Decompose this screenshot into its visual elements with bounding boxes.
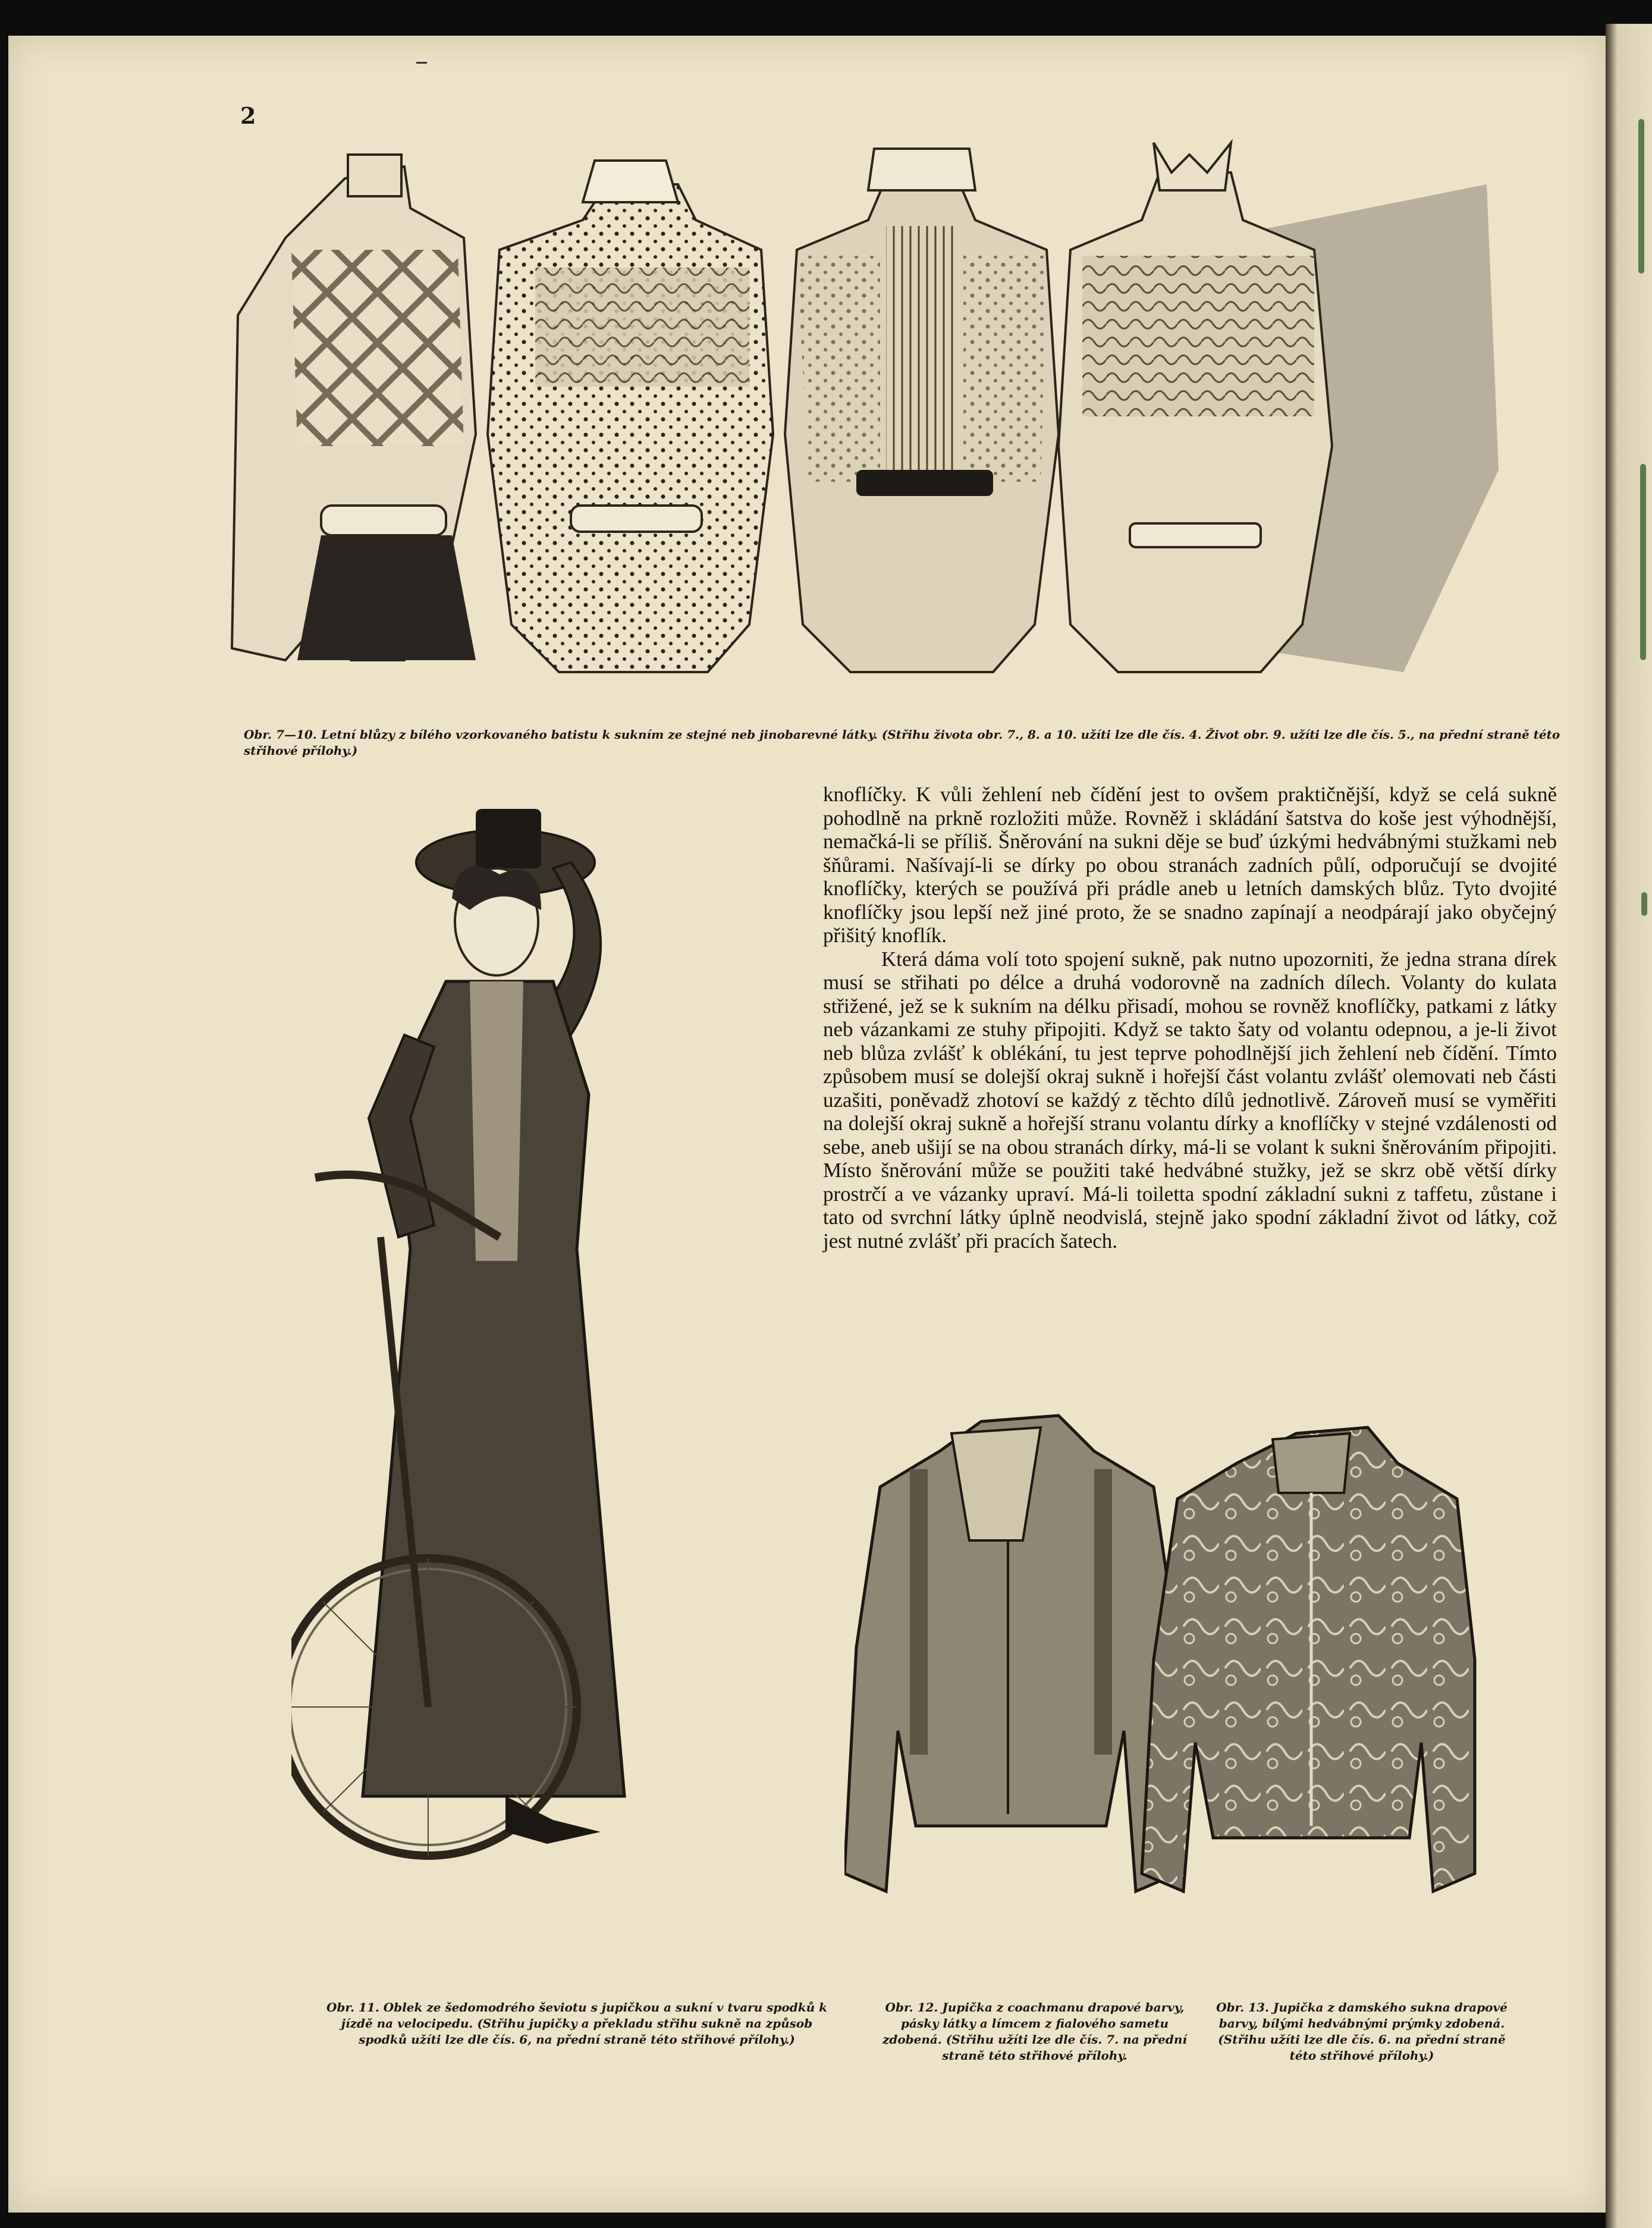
edge-mark	[1640, 464, 1646, 660]
jackets-drawing	[844, 1398, 1499, 1915]
caption-figures-7-10: Obr. 7—10. Letní blůzy z bílého vzorkovaného batistu k sukním ze stejné neb jinobarevné látky. (Střihu života obr. 7., 8. a 10. užíti lze dle čís. 4. Život obr. 9. užíti lze dle čís. 5., na přední straně této střihové přílohy.)	[244, 727, 1560, 758]
article-body	[823, 783, 1557, 1253]
caption-figure-11: Obr. 11. Oblek ze šedomodrého ševiotu s jupičkou a sukní v tvaru spodků k jízdě na velocipedu. (Střihu jupičky a překladu střihu sukně na způsob spodků užíti lze dle čís. 6, na přední straně této střihové přílohy.)	[326, 2000, 827, 2047]
caption-figure-13: Obr. 13. Jupička z damského sukna drapové barvy, bílými hedvábnými prýmky zdobená. (Střihu užíti lze dle čís. 6. na přední straně této střihové přílohy.)	[1216, 2000, 1507, 2063]
article-paragraph: knoflíčky. K vůli žehlení neb čídění jest to ovšem praktičnější, když se celá sukně pohodlně na prkně rozložiti může. Rovněž i skládání šatstva do koše jest výhodnější, nemačká-li se příliš. Šněrování na sukni děje se buď úzkými hedvábnými stužkami neb šňůrami. Našívají-li se dírky po obou stranách zadních půlí, odporučují se dvojité knoflíčky, kterých se používá při prádle aneb u letních damských blůz. Tyto dvojité knoflíčky jsou lepší než jiné proto, že se snadno zapínají a neodpárají jako obyčejný přišitý knoflík.	[823, 783, 1557, 947]
cyclist-illustration	[291, 785, 720, 1975]
edge-mark	[1638, 119, 1644, 274]
blouse-1	[232, 155, 476, 660]
ink-dash	[416, 62, 427, 64]
blouses-illustration	[226, 137, 1505, 708]
article-paragraph: Která dáma volí toto spojení sukně, pak nutno upozorniti, že jedna strana dírek musí se střihati po délce a druhá vodorovně na zadních dílech. Volanty do kulata střižené, jež se k sukním na délku přisadí, mohou se rovněž knoflíčky, patkami z látky neb vázankami ze stuhy připojiti. Když se takto šaty od volantu odepnou, a je-li život neb blůza zvlášť k oblékání, tu jest teprve pohodlnější jich žehlení neb čídění. Tímto způsobem musí se dolejší okraj sukně i hořejší část volantu zvlášť olemovati neb části uzašiti, poněvadž zhotoví se každý z těchto dílů jednotlivě. Zároveň musí se vyměřiti na dolejší okraj sukně a hořejší stranu volantu dírky a knoflíčky v stejné vzdálenosti od sebe, aneb ušijí se na obou stranách dírky, má-li se volant k sukni šněrováním připojiti. Místo šněrování může se použiti také hedvábné stužky, jež se skrz obě větší dírky prostrčí a ve vázanky upraví. Má-li toiletta spodní základní sukni z taffetu, zůstane i tato od svrchní látky úplně neodvislá, stejně jako spodní základní život od látky, což jest nutné zvlášť při pracích šatech.	[823, 947, 1557, 1253]
blouse-4	[1059, 143, 1332, 672]
blouses-drawing	[226, 137, 1505, 708]
jacket-12	[844, 1416, 1177, 1891]
blouse-2	[488, 161, 773, 672]
jackets-illustration	[844, 1398, 1499, 1915]
adjacent-page-edge	[1606, 24, 1652, 2228]
page-number: 2	[240, 102, 256, 129]
cyclist-drawing	[291, 785, 720, 1975]
edge-mark	[1641, 892, 1647, 916]
caption-figure-12: Obr. 12. Jupička z coachmanu drapové barvy, pásky látky a límcem z fialového sametu zdobená. (Střihu užíti lze dle čís. 7. na přední straně této střihové přílohy.	[882, 2000, 1187, 2063]
blouse-3	[785, 149, 1059, 672]
jacket-13	[1142, 1427, 1475, 1891]
